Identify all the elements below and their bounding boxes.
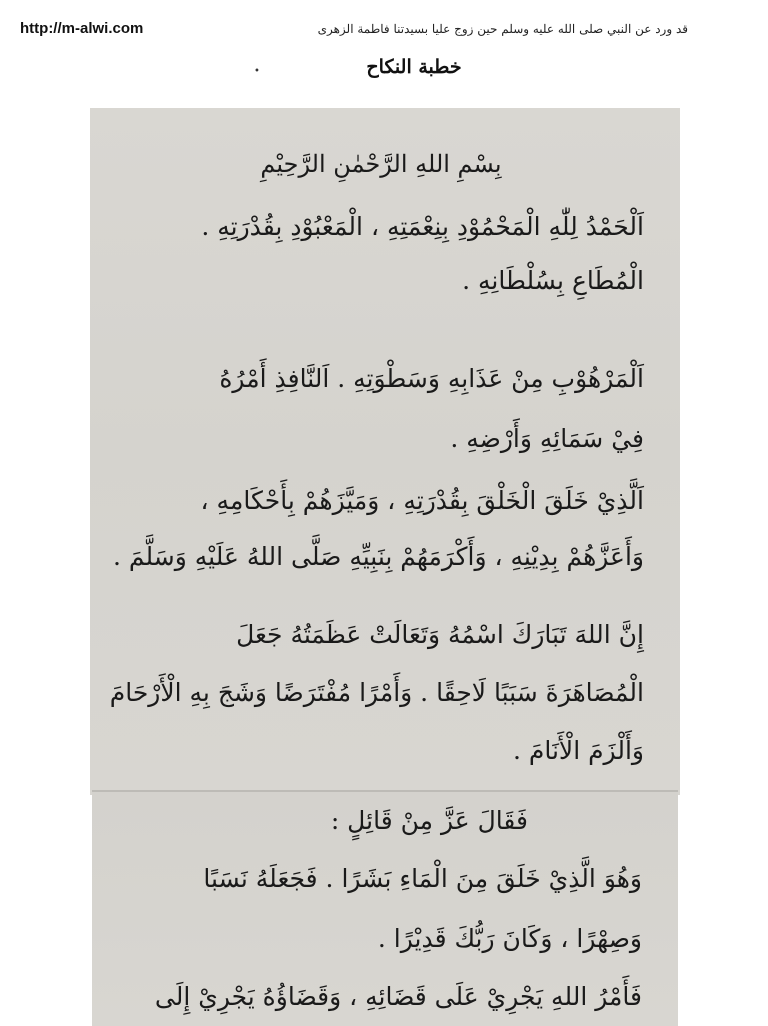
text-line: اَلْحَمْدُ لِلّٰهِ الْمَحْمُوْدِ بِنِعْمَتِهِ ، الْمَعْبُوْدِ بِقُدْرَتِهِ . — [201, 212, 644, 241]
page-caption: قد ورد عن النبي صلى الله عليه وسلم حين زوج عليا بسيدتنا فاطمة الزهرى — [317, 22, 688, 36]
page-title: خطبة النكاح — [366, 56, 462, 78]
text-line: وَصِهْرًا ، وَكَانَ رَبُّكَ قَدِيْرًا . — [377, 924, 642, 953]
text-line: وَأَلْزَمَ الْأَنَامَ . — [512, 736, 644, 765]
scanned-page-2 — [92, 790, 678, 1026]
basmala: بِسْمِ اللهِ الرَّحْمٰنِ الرَّحِيْمِ — [260, 150, 502, 178]
text-line: فَقَالَ عَزَّ مِنْ قَائِلٍ : — [330, 806, 528, 835]
text-line: إِنَّ اللهَ تَبَارَكَ اسْمُهُ وَتَعَالَتْ عَظَمَتُهُ جَعَلَ — [236, 620, 644, 649]
text-line: الْمُطَاعِ بِسُلْطَانِهِ . — [462, 266, 644, 295]
text-line: اَلْمَرْهُوْبِ مِنْ عَذَابِهِ وَسَطْوَتِهِ . اَلنَّافِذِ أَمْرُهُ — [219, 364, 644, 393]
text-line: الْمُصَاهَرَةَ سَبَبًا لَاحِقًا . وَأَمْرًا مُفْتَرَضًا وَشَجَ بِهِ الْأَرْحَامَ — [109, 678, 644, 707]
scanned-page-1 — [90, 108, 680, 795]
text-line: وَهُوَ الَّذِيْ خَلَقَ مِنَ الْمَاءِ بَشَرًا . فَجَعَلَهُ نَسَبًا — [203, 864, 642, 893]
text-line: اَلَّذِيْ خَلَقَ الْخَلْقَ بِقُدْرَتِهِ ، وَمَيَّزَهُمْ بِأَحْكَامِهِ ، — [200, 486, 644, 515]
text-line: فِيْ سَمَائِهِ وَأَرْضِهِ . — [450, 424, 644, 453]
site-url: http://m-alwi.com — [20, 20, 144, 37]
text-line: وَأَعَزَّهُمْ بِدِيْنِهِ ، وَأَكْرَمَهُمْ بِنَبِيِّهِ صَلَّى اللهُ عَلَيْهِ وَسَلَّمَ . — [113, 542, 644, 571]
text-line: فَأَمْرُ اللهِ يَجْرِيْ عَلَى قَضَائِهِ ، وَقَضَاؤُهُ يَجْرِيْ إِلَى — [154, 982, 642, 1011]
stray-dot: • — [254, 66, 260, 77]
